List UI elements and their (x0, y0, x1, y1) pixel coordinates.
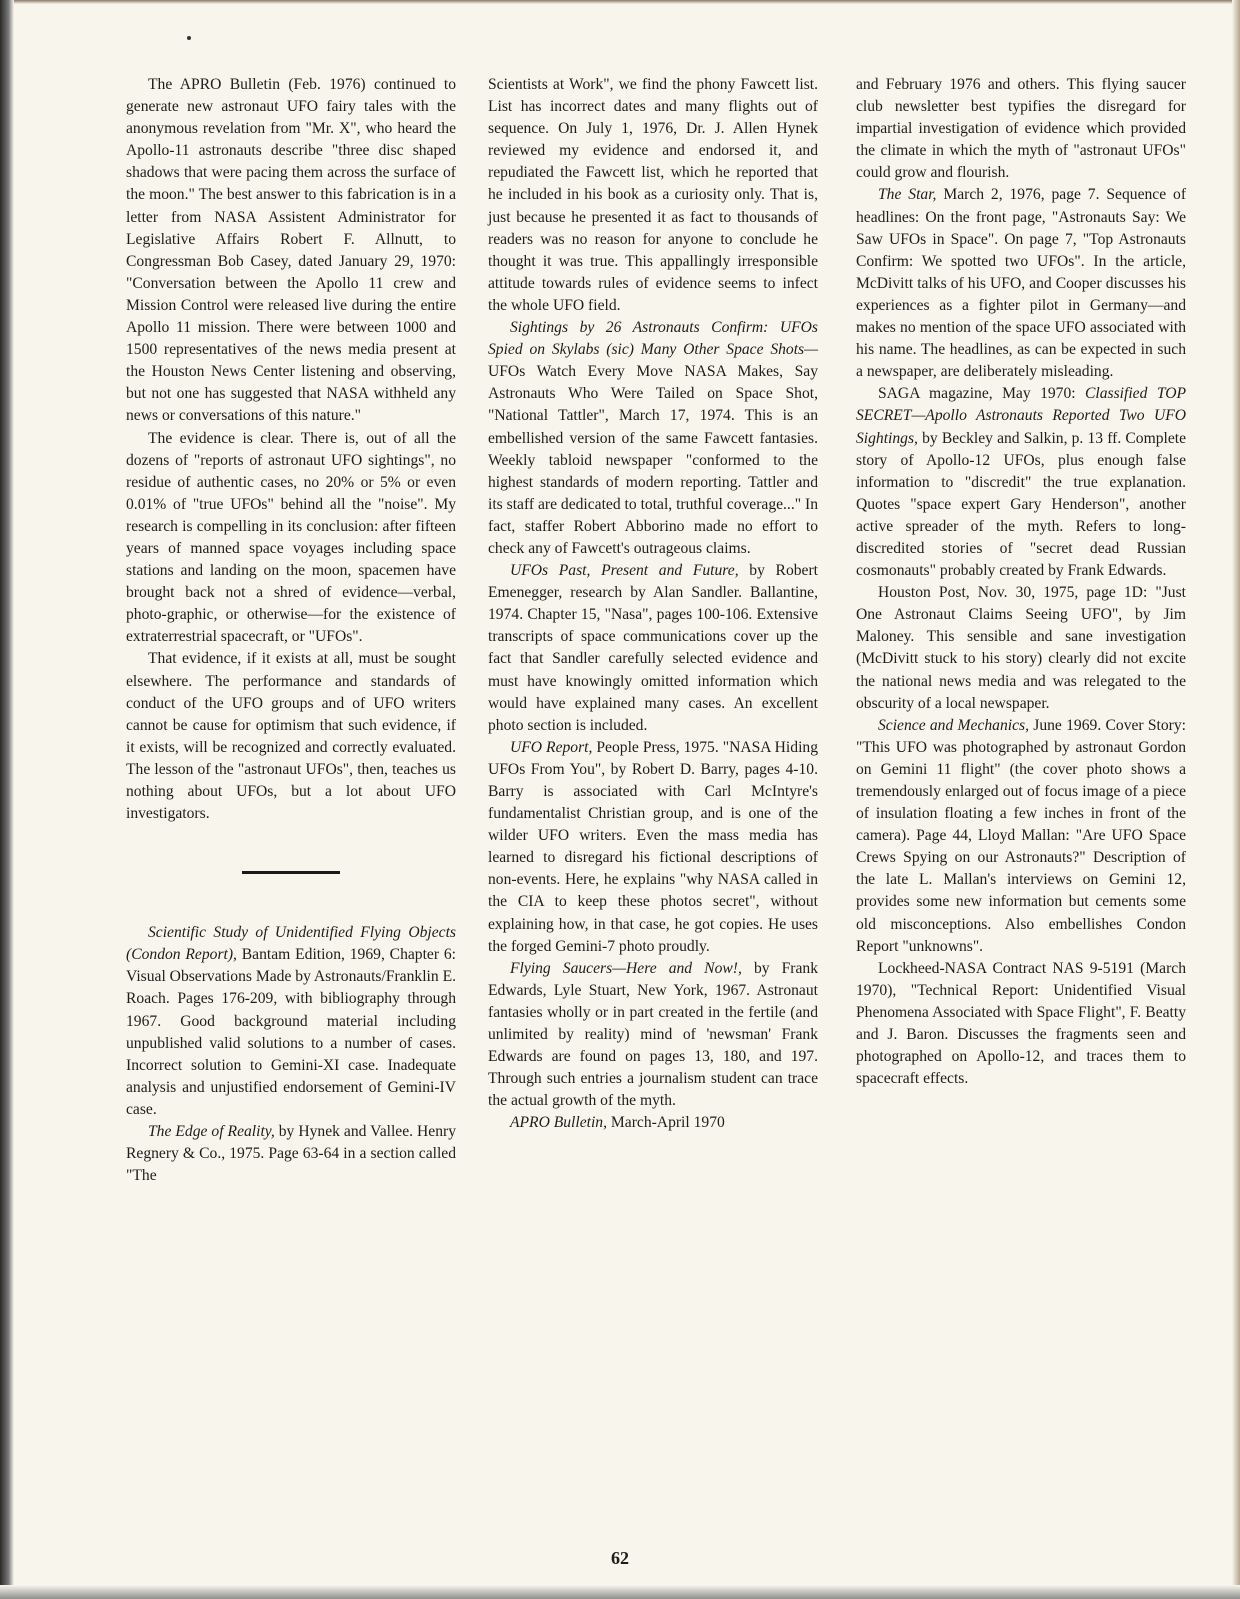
page-number: 62 (611, 1548, 629, 1568)
section-divider (242, 871, 340, 874)
paragraph: That evidence, if it exists at all, must be sought elsewhere. The performance and standards of conduct of the UFO groups and of UFO writers cannot be cause for optimism that such evidence, if it exists, will be recognized and correctly evaluated. The lesson of the "astronaut UFOs", then, teaches us nothing about UFOs, but a lot about UFO investigators. (126, 650, 456, 823)
column-3 (856, 74, 1186, 1090)
paragraph: The APRO Bulletin (Feb. 1976) continued to generate new astronaut UFO fairy tales with the anonymous revelation from "Mr. X", who heard the Apollo-11 astronauts describe "three disc shaped shadows that were pacing them across the surface of the moon." The best answer to this fabrication is in a letter from NASA Assistent Administrator for Legislative Affairs Robert F. Allnutt, to Congressman Bob Casey, dated January 29, 1970: "Conversation between the Apollo 11 crew and Mission Control were released live during the entire Apollo 11 mission. There were between 1000 and 1500 representatives of the news media present at the Houston News Center listening and observing, but not one has suggested that NASA withheld any news or conversations of this nature." (126, 76, 456, 425)
column-2 (488, 74, 818, 1135)
reference-entry (488, 1112, 818, 1134)
paragraph: The evidence is clear. There is, out of all the dozens of "reports of astronaut UFO sightings", no residue of authentic cases, no 20% or 5% or even 0.01% of "true UFOs" behind all the "noise". My research is compelling in its conclusion: after fifteen years of manned space voyages including space stations and landing on the moon, spacemen have brought back not a shred of evidence—verbal, photo-graphic, or otherwise—for the existence of extraterrestrial spacecraft, or "UFOs". (126, 429, 456, 646)
reference-title: UFO Report, (510, 738, 593, 756)
reference-entry (488, 737, 818, 958)
reference-entry (488, 560, 818, 737)
reference-entry (488, 317, 818, 560)
page-edge-left (0, 0, 14, 1599)
reference-text: by Hynek and Vallee. Henry Regnery & Co., 1975. Page 63-64 in a section called "The (126, 1123, 456, 1185)
reference-title: APRO Bulletin, (510, 1114, 608, 1132)
reference-text: June 1969. Cover Story: "This UFO was photographed by astronaut Gordon on Gemini 11 flight" (the cover photo shows a tremendously enlarged out of focus image of a piece of insulation floating a few inches in front of the camera). Page 44, Lloyd Mallan: "Are UFO Space Crews Spying on our Astronauts?" Description of the late L. Mallan's interviews on Gemini 12, provides some new information but cements some old misconceptions. Also embellishes Condon Report "unknowns". (856, 716, 1186, 955)
reference-text: SAGA magazine, May 1970: (878, 385, 1086, 403)
reference-entry (126, 922, 456, 1121)
reference-title: Sightings by 26 Astronauts Confirm: UFOs Spied on Skylabs (sic) Many Other Space Shots— (488, 319, 818, 359)
reference-text: by Beckley and Salkin, p. 13 ff. Complete story of Apollo-12 UFOs, plus enough false information to "discredit" the true explanation. Quotes "space expert Gary Henderson", another active spreader of the myth. Refers to long-discredited stories of "secret dead Russian cosmonauts" probably created by Frank Edwards. (856, 429, 1186, 580)
page-edge-right (1232, 0, 1240, 1599)
reference-title: UFOs Past, Present and Future, (510, 562, 739, 580)
reference-entry (856, 383, 1186, 582)
reference-entry (488, 958, 818, 1113)
reference-title: The Edge of Reality, (148, 1123, 275, 1141)
reference-title: Science and Mechanics, (878, 716, 1029, 734)
paragraph-continued: and February 1976 and others. This flying saucer club newsletter best typifies the disregard for impartial investigation of evidence which provided the climate in which the myth of "astronaut UFOs" could grow and flourish. (856, 76, 1186, 182)
reference-entry (856, 715, 1186, 958)
reference-title: The Star, (878, 186, 937, 204)
reference-text: UFOs Watch Every Move NASA Makes, Say Astronauts Who Were Tailed on Space Shot, "National Tattler", March 17, 1974. This is an embellished version of the same Fawcett fantasies. Weekly tabloid newspaper "conformed to the highest standards of modern reporting. Tattler and its staff are dedicated to total, truthful coverage..." In fact, staffer Robert Abborino made no effort to check any of Fawcett's outrageous claims. (488, 363, 818, 557)
reference-title: Scientific Study of Unidentified Flying Objects (Condon Report), (126, 924, 456, 964)
reference-entry: Houston Post, Nov. 30, 1975, page 1D: "Just One Astronaut Claims Seeing UFO", by Jim Maloney. This sensible and sane investigation (McDivitt stuck to his story) clearly did not excite the national news media and was relegated to the obscurity of a local newspaper. (856, 584, 1186, 712)
page-edge-bottom (0, 1585, 1240, 1599)
reference-text: People Press, 1975. "NASA Hiding UFOs From You", by Robert D. Barry, pages 4-10. Barry is associated with Carl McIntyre's fundamentalist Christian group, and is one of the wilder UFO writers. Even the mass media has learned to disregard his fictional descriptions of non-events. Here, he explains "why NASA called in the CIA to keep these photos secret", without explaining how, in that case, he got copies. He uses the forged Gemini-7 photo proudly. (488, 738, 818, 955)
reference-title: Classified TOP SECRET—Apollo Astronauts Reported Two UFO Sightings, (856, 385, 1186, 447)
paragraph-continued: Scientists at Work", we find the phony Fawcett list. List has incorrect dates and many flights out of sequence. On July 1, 1976, Dr. J. Allen Hynek reviewed my evidence and endorsed it, and repudiated the Fawcett list, which he reported that he included in his book as a curiosity only. That is, just because he presented it as fact to thousands of readers was no reason for anyone to conclude he thought it was true. This appallingly irresponsible attitude towards rules of evidence seems to infect the whole UFO field. (488, 76, 818, 314)
reference-entry: Lockheed-NASA Contract NAS 9-5191 (March 1970), "Technical Report: Unidentified Visual Phenomena Associated with Space Flight", F. Beatty and J. Baron. Discusses the fragments seen and photographed on Apollo-12, and traces them to spacecraft effects. (856, 959, 1186, 1088)
reference-text: by Robert Emenegger, research by Alan Sandler. Ballantine, 1974. Chapter 15, "Nasa", pages 100-106. Extensive transcripts of space communications cover up the fact that Sandler carefully selected evidence and must have knowingly omitted information which would have explained many cases. An excellent photo section is included. (488, 562, 818, 734)
reference-entry (856, 184, 1186, 383)
column-1 (126, 74, 456, 1187)
reference-text: March 2, 1976, page 7. Sequence of headlines: On the front page, "Astronauts Say: We Saw UFOs in Space". On page 7, "Top Astronauts Confirm: We spotted two UFOs". In the article, McDivitt talks of his UFO, and Cooper discusses his experiences as a fighter pilot in Germany—and makes no mention of the space UFO associated with his name. The headlines, as can be expected in such a newspaper, are deliberately misleading. (856, 186, 1187, 381)
reference-entry (126, 1121, 456, 1187)
reference-title: Flying Saucers—Here and Now!, (510, 959, 742, 977)
reference-text: Bantam Edition, 1969, Chapter 6: Visual Observations Made by Astronauts/Franklin E. Roach. Pages 176-209, with bibliography through 1967. Good background material including unpublished valid solutions to a number of cases. Incorrect solution to Gemini-XI case. Inadequate analysis and unjustified endorsement of Gemini-IV case. (126, 946, 456, 1118)
page-edge-top (0, 0, 1240, 4)
print-speck (187, 36, 191, 40)
reference-text: March-April 1970 (607, 1114, 725, 1132)
reference-text: by Frank Edwards, Lyle Stuart, New York, 1967. Astronaut fantasies wholly or in part created in the fertile (and unlimited by reality) mind of 'newsman' Frank Edwards are found on pages 13, 180, and 197. Through such entries a journalism student can trace the actual growth of the myth. (488, 959, 818, 1110)
